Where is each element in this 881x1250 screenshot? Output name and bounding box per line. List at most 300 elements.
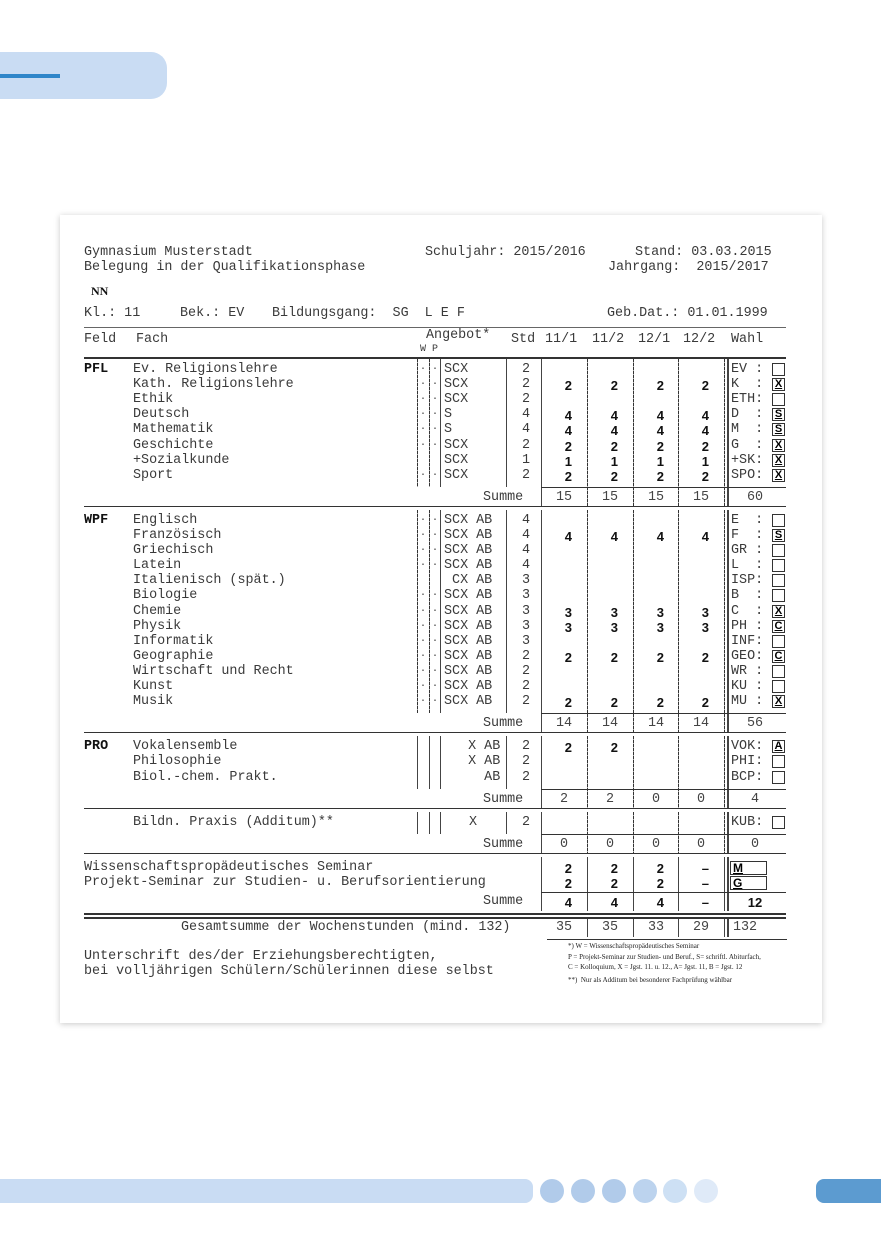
wahl-code: EV :: [731, 362, 764, 377]
semester-hours: 3: [701, 604, 709, 620]
footnote: *) W = Wissenschaftspropädeutisches Seminar: [568, 942, 700, 951]
subject-name: Geographie: [133, 648, 214, 664]
footer-band-decoration: [0, 1179, 533, 1203]
summe-total: 0: [750, 836, 760, 852]
seminar-hours: 2: [564, 860, 572, 876]
column-line: [727, 359, 729, 506]
subject-name: Englisch: [133, 512, 198, 528]
angebot-code: SCX AB: [444, 633, 493, 649]
semester-hours: 3: [564, 604, 572, 620]
col-fach: Fach: [136, 332, 169, 347]
gesamt-value: 35: [601, 920, 619, 936]
subject-name: Informatik: [133, 633, 214, 649]
std-value: 3: [521, 573, 530, 589]
summe-value: 15: [555, 489, 573, 505]
semester-hours: 2: [656, 649, 664, 665]
semester-hours: 2: [610, 438, 618, 454]
column-line: [633, 857, 634, 911]
summe-value: 14: [601, 716, 619, 732]
wahl-checkbox[interactable]: [772, 755, 785, 768]
semester-hours: 3: [701, 619, 709, 635]
column-line: [633, 736, 634, 807]
divider: [541, 892, 786, 893]
page-number-tab[interactable]: [816, 1179, 881, 1203]
wahl-checkbox[interactable]: [772, 589, 785, 602]
std-value: 2: [521, 362, 530, 377]
subject-name: Ethik: [133, 392, 174, 408]
summe-total: 4: [750, 791, 760, 807]
wahl-code: GR :: [731, 543, 764, 559]
wahl-checkbox[interactable]: X: [772, 454, 785, 467]
std-value: 4: [521, 422, 530, 438]
document-sheet: [60, 215, 822, 1023]
page-dot: [694, 1179, 718, 1203]
summe-value: 14: [647, 716, 665, 732]
feld-label: PRO: [84, 739, 109, 755]
wahl-checkbox[interactable]: X: [772, 605, 785, 618]
wahl-code: D :: [731, 407, 764, 423]
column-line: [633, 919, 634, 937]
w-marker: ·: [420, 681, 427, 692]
semester-hours: 3: [564, 619, 572, 635]
header-tab-decoration: [0, 52, 167, 99]
column-line: [440, 359, 441, 487]
w-marker: ·: [420, 635, 427, 647]
angebot-code: SCX AB: [444, 618, 493, 634]
column-line: [429, 510, 430, 713]
column-line: [506, 359, 507, 487]
wahl-code: +SK:: [731, 452, 764, 468]
jahrgang: Jahrgang: 2015/2017: [608, 260, 769, 275]
w-marker: ·: [420, 439, 427, 451]
col-p: P: [432, 344, 439, 355]
subject-name: Vokalensemble: [133, 739, 238, 755]
summe-value: 2: [605, 791, 615, 807]
seminar-name: Projekt-Seminar zur Studien- u. Berufsorientierung: [84, 875, 486, 890]
summe-value: 15: [601, 489, 619, 505]
wahl-checkbox[interactable]: [772, 514, 785, 527]
column-line: [417, 510, 418, 713]
summe-total: 56: [746, 716, 764, 732]
semester-hours: 3: [656, 619, 664, 635]
angebot-code: SCX AB: [444, 528, 493, 543]
std-value: 3: [521, 633, 530, 649]
column-line: [541, 359, 542, 506]
column-line: [727, 857, 729, 911]
gesamt-label: Gesamtsumme der Wochenstunden (mind. 132): [181, 920, 511, 936]
wahl-checkbox[interactable]: [772, 680, 785, 693]
semester-hours: 2: [656, 468, 664, 484]
wahl-checkbox[interactable]: S: [772, 529, 785, 542]
column-line: [724, 736, 725, 807]
column-line: [724, 857, 725, 911]
angebot-code: X AB: [444, 754, 501, 770]
summe-label: Summe: [483, 489, 524, 505]
wahl-checkbox[interactable]: X: [772, 469, 785, 482]
subject-name: Sport: [133, 467, 174, 483]
wahl-code: F :: [731, 528, 764, 543]
summe-value: 2: [559, 791, 569, 807]
feld-label: WPF: [84, 512, 109, 528]
wahl-checkbox[interactable]: A: [772, 740, 785, 753]
seminar-choice-field[interactable]: G: [730, 876, 767, 890]
w-marker: ·: [420, 545, 427, 557]
wahl-code: M :: [731, 422, 764, 438]
wahl-checkbox[interactable]: [772, 771, 785, 784]
subject-name: +Sozialkunde: [133, 452, 230, 468]
seminar-hours: 2: [610, 860, 618, 876]
angebot-code: SCX: [444, 437, 469, 453]
column-line: [727, 510, 729, 732]
angebot-code: CX AB: [444, 573, 493, 589]
column-line: [587, 857, 588, 911]
wahl-code: SPO:: [731, 467, 764, 483]
p-marker: ·: [432, 364, 439, 375]
semester-hours: 1: [564, 453, 572, 469]
summe-label: Summe: [483, 894, 524, 910]
angebot-code: X: [469, 814, 478, 830]
footnote: **) Nur als Additum bei besonderer Fachprüfung wählbar: [568, 975, 733, 984]
divider: [541, 789, 786, 790]
divider: [541, 487, 786, 488]
page-dot: [663, 1179, 687, 1203]
wahl-code: K :: [731, 377, 764, 393]
column-line: [727, 919, 729, 937]
footnote: P = Projekt-Seminar zur Studien- und Beruf., S= schriftl. Abiturfach,: [568, 952, 761, 961]
column-line: [440, 736, 441, 788]
column-line: [727, 736, 729, 807]
subject-name: Musik: [133, 694, 174, 710]
std-value: 4: [521, 528, 530, 543]
semester-hours: 2: [610, 740, 618, 756]
seminar-summe: 4: [656, 895, 664, 911]
angebot-code: S: [444, 422, 453, 438]
summe-label: Summe: [483, 836, 524, 852]
semester-hours: 1: [610, 453, 618, 469]
semester-hours: 2: [564, 649, 572, 665]
semester-hours: 3: [610, 604, 618, 620]
column-line: [724, 919, 725, 937]
w-marker: ·: [420, 696, 427, 708]
divider: [84, 853, 786, 854]
seminar-summe: 4: [610, 895, 618, 911]
std-value: 2: [521, 814, 530, 830]
seminar-summe: 4: [564, 895, 572, 911]
seminar-hours: –: [701, 860, 709, 876]
stand-date: Stand: 03.03.2015: [635, 245, 772, 260]
wahl-checkbox[interactable]: [772, 544, 785, 557]
semester-hours: 2: [564, 378, 572, 394]
seminar-hours: 2: [656, 860, 664, 876]
wahl-code: PHI:: [731, 754, 764, 770]
wahl-checkbox[interactable]: C: [772, 650, 785, 663]
p-marker: ·: [432, 681, 439, 692]
subject-name: Philosophie: [133, 754, 222, 770]
angebot-code: SCX AB: [444, 663, 493, 679]
w-marker: ·: [420, 514, 427, 526]
subject-name: Italienisch (spät.): [133, 573, 286, 589]
std-value: 2: [521, 754, 530, 770]
column-line: [587, 919, 588, 937]
subject-name: Physik: [133, 618, 182, 634]
school-name: Gymnasium Musterstadt: [84, 245, 253, 260]
column-line: [587, 510, 588, 732]
subject-name: Chemie: [133, 603, 182, 619]
semester-hours: 2: [564, 468, 572, 484]
semester-hours: 2: [610, 695, 618, 711]
column-line: [440, 812, 441, 834]
column-line: [541, 857, 542, 911]
subject-name: Deutsch: [133, 407, 190, 423]
signature-line-2: bei volljährigen Schülern/Schülerinnen diese selbst: [84, 964, 494, 980]
w-marker: ·: [420, 665, 427, 677]
w-marker: ·: [420, 469, 427, 481]
wahl-checkbox[interactable]: [772, 393, 785, 406]
subject-name: Geschichte: [133, 437, 214, 453]
std-value: 2: [521, 739, 530, 755]
wahl-code: B :: [731, 588, 764, 604]
semester-hours: 4: [656, 423, 664, 439]
subject-name: Kunst: [133, 679, 174, 694]
p-marker: ·: [432, 665, 439, 677]
col-12-1: 12/1: [638, 332, 671, 347]
summe-value: 0: [559, 836, 569, 852]
column-line: [678, 812, 679, 853]
wahl-code: KUB:: [731, 814, 764, 830]
summe-label: Summe: [483, 716, 524, 732]
wahl-checkbox[interactable]: X: [772, 439, 785, 452]
footnote: C = Kolloquium, X = Jgst. 11. u. 12., A= Jgst. 11, B = Jgst. 12: [568, 963, 743, 972]
divider: [541, 713, 786, 714]
semester-hours: 4: [701, 408, 709, 424]
summe-value: 14: [692, 716, 710, 732]
w-marker: ·: [420, 605, 427, 617]
p-marker: ·: [432, 545, 439, 557]
angebot-code: SCX AB: [444, 603, 493, 619]
std-value: 4: [521, 543, 530, 559]
seminar-name: Wissenschaftspropädeutisches Seminar: [84, 859, 374, 875]
col-std: Std: [511, 332, 536, 347]
wahl-checkbox[interactable]: [772, 574, 785, 587]
summe-value: 0: [696, 791, 706, 807]
wahl-code: G :: [731, 437, 764, 453]
divider: [84, 913, 786, 915]
angebot-code: SCX: [444, 377, 469, 393]
angebot-code: SCX AB: [444, 588, 493, 604]
column-line: [587, 812, 588, 853]
divider: [84, 732, 786, 733]
column-line: [541, 510, 542, 732]
column-line: [724, 510, 725, 732]
subject-name: Latein: [133, 558, 182, 574]
summe-value: 0: [651, 791, 661, 807]
geburtsdatum: Geb.Dat.: 01.01.1999: [607, 306, 768, 321]
wahl-code: GEO:: [731, 648, 764, 664]
std-value: 2: [521, 437, 530, 453]
angebot-code: SCX AB: [444, 648, 493, 664]
seminar-hours: 2: [610, 876, 618, 891]
semester-hours: 2: [701, 468, 709, 484]
w-marker: ·: [420, 424, 427, 436]
col-11-2: 11/2: [592, 332, 625, 347]
column-line: [429, 812, 430, 834]
gesamt-value: 33: [647, 920, 665, 936]
wahl-code: BCP:: [731, 769, 764, 785]
wahl-code: L :: [731, 558, 764, 574]
p-marker: ·: [432, 590, 439, 602]
col-angebot: Angebot*: [426, 328, 491, 343]
wahl-checkbox[interactable]: [772, 665, 785, 678]
column-line: [678, 919, 679, 937]
wahl-checkbox[interactable]: X: [772, 378, 785, 391]
column-line: [506, 812, 507, 834]
column-line: [429, 359, 430, 487]
summe-value: 0: [605, 836, 615, 852]
std-value: 2: [521, 769, 530, 785]
klasse: Kl.: 11: [84, 306, 141, 321]
std-value: 4: [521, 512, 530, 528]
angebot-code: SCX AB: [444, 558, 493, 574]
std-value: 4: [521, 558, 530, 574]
semester-hours: 1: [656, 453, 664, 469]
p-marker: ·: [432, 409, 439, 421]
column-line: [440, 510, 441, 713]
p-marker: ·: [432, 560, 439, 572]
semester-hours: 2: [701, 438, 709, 454]
subject-name: Bildn. Praxis (Additum)**: [133, 814, 334, 830]
semester-hours: 2: [564, 740, 572, 756]
page-dot: [602, 1179, 626, 1203]
semester-hours: 2: [701, 378, 709, 394]
angebot-code: SCX: [444, 392, 469, 408]
page-dot: [540, 1179, 564, 1203]
accent-bar: [0, 74, 60, 78]
summe-value: 0: [696, 836, 706, 852]
wahl-code: WR :: [731, 663, 764, 679]
p-marker: ·: [432, 620, 439, 632]
angebot-code: SCX: [444, 362, 469, 377]
semester-hours: 4: [610, 423, 618, 439]
bekenntnis: Bek.: EV: [180, 306, 245, 321]
p-marker: ·: [432, 379, 439, 391]
wahl-code: MU :: [731, 694, 764, 710]
semester-hours: 2: [701, 649, 709, 665]
w-marker: ·: [420, 560, 427, 572]
semester-hours: 2: [656, 695, 664, 711]
semester-hours: 4: [610, 529, 618, 544]
w-marker: ·: [420, 379, 427, 391]
wahl-checkbox[interactable]: [772, 363, 785, 376]
std-value: 3: [521, 618, 530, 634]
angebot-code: AB: [444, 769, 501, 785]
std-value: 2: [521, 392, 530, 408]
semester-hours: 4: [656, 408, 664, 424]
wahl-checkbox[interactable]: [772, 816, 785, 829]
semester-hours: 3: [610, 619, 618, 635]
semester-hours: 1: [701, 453, 709, 469]
wahl-code: ISP:: [731, 573, 764, 589]
col-feld: Feld: [84, 332, 117, 347]
summe-total: 60: [746, 489, 764, 505]
wahl-code: ETH:: [731, 392, 764, 408]
bildungsgang: Bildungsgang: SG L E F: [272, 306, 465, 321]
std-value: 2: [521, 377, 530, 393]
column-line: [678, 510, 679, 732]
gesamt-value: 29: [692, 920, 710, 936]
p-marker: ·: [432, 696, 439, 708]
semester-hours: 2: [701, 695, 709, 711]
semester-hours: 2: [656, 378, 664, 394]
wahl-checkbox[interactable]: S: [772, 423, 785, 436]
p-marker: ·: [432, 650, 439, 662]
seminar-hours: 2: [656, 876, 664, 891]
angebot-code: SCX AB: [444, 694, 493, 710]
std-value: 2: [521, 467, 530, 483]
wahl-checkbox[interactable]: X: [772, 695, 785, 708]
angebot-code: SCX AB: [444, 679, 493, 694]
column-line: [633, 510, 634, 732]
std-value: 2: [521, 679, 530, 694]
divider: [547, 939, 787, 940]
column-line: [633, 812, 634, 853]
w-marker: ·: [420, 409, 427, 421]
semester-hours: 3: [656, 604, 664, 620]
std-value: 2: [521, 663, 530, 679]
w-marker: ·: [420, 364, 427, 375]
col-w: W: [420, 344, 427, 355]
seminar-choice-field[interactable]: M: [730, 861, 767, 875]
semester-hours: 4: [701, 529, 709, 544]
angebot-code: SCX: [444, 452, 469, 468]
column-line: [724, 812, 725, 853]
wahl-checkbox[interactable]: S: [772, 408, 785, 421]
subject-name: Kath. Religionslehre: [133, 377, 294, 393]
p-marker: ·: [432, 530, 439, 541]
wahl-code: INF:: [731, 633, 764, 649]
semester-hours: 2: [564, 695, 572, 711]
w-marker: ·: [420, 650, 427, 662]
std-value: 3: [521, 588, 530, 604]
semester-hours: 2: [656, 438, 664, 454]
std-value: 3: [521, 603, 530, 619]
divider: [84, 917, 786, 919]
subject-name: Ev. Religionslehre: [133, 362, 278, 377]
column-line: [678, 359, 679, 506]
column-line: [429, 736, 430, 788]
subject-name: Französisch: [133, 528, 222, 543]
std-value: 4: [521, 407, 530, 423]
column-line: [506, 736, 507, 788]
column-line: [678, 736, 679, 807]
column-line: [541, 736, 542, 807]
p-marker: ·: [432, 605, 439, 617]
summe-value: 15: [647, 489, 665, 505]
w-marker: ·: [420, 590, 427, 602]
std-value: 2: [521, 694, 530, 710]
wahl-code: C :: [731, 603, 764, 619]
seminar-hours: 2: [564, 876, 572, 891]
column-line: [506, 510, 507, 713]
wahl-code: KU :: [731, 679, 764, 694]
feld-label: PFL: [84, 362, 109, 377]
wahl-checkbox[interactable]: C: [772, 620, 785, 633]
wahl-checkbox[interactable]: [772, 635, 785, 648]
divider: [84, 357, 786, 359]
w-marker: ·: [420, 620, 427, 632]
semester-hours: 2: [610, 468, 618, 484]
wahl-checkbox[interactable]: [772, 559, 785, 572]
wahl-code: PH :: [731, 618, 764, 634]
